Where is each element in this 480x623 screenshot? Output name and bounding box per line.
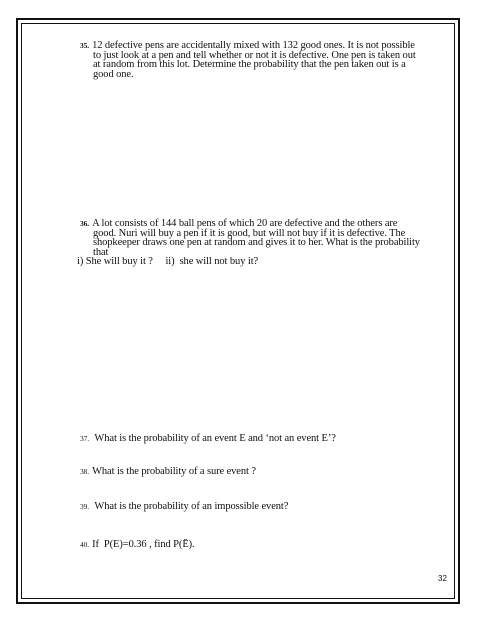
question-sub-parts: i) She will buy it ? ii) she will not buy it? bbox=[77, 256, 259, 267]
question-text: What is the probability of an impossible event? bbox=[94, 501, 289, 512]
page-border-inner bbox=[21, 23, 455, 599]
question-text: What is the probability of a sure event ? bbox=[92, 466, 256, 477]
question-38 bbox=[80, 467, 256, 477]
question-text-line: A lot consists of 144 ball pens of which 20 are defective and the others are bbox=[92, 218, 398, 229]
question-text-line: at random from this lot. Determine the probability that the pen taken out is a bbox=[93, 59, 406, 70]
question-number: 35. bbox=[80, 41, 90, 50]
question-40 bbox=[80, 540, 195, 550]
question-text-line: to just look at a pen and tell whether or not it is defective. One pen is taken out bbox=[93, 49, 416, 61]
question-text-line: good one. bbox=[93, 68, 134, 80]
question-text-line: that bbox=[93, 246, 109, 258]
question-37 bbox=[80, 434, 336, 444]
question-text-line: 12 defective pens are accidentally mixed with 132 good ones. It is not possible bbox=[92, 40, 415, 51]
question-number: 39. bbox=[80, 502, 90, 511]
question-text-line: good. Nuri will buy a pen if it is good, but will not buy if it is defective. The bbox=[93, 227, 406, 239]
question-36 bbox=[77, 218, 420, 267]
question-number: 40. bbox=[80, 540, 90, 549]
question-35 bbox=[80, 41, 416, 79]
question-text-line: shopkeeper draws one pen at random and gives it to her. What is the probability bbox=[93, 237, 420, 248]
question-39 bbox=[80, 502, 288, 512]
question-number: 38. bbox=[80, 467, 90, 476]
question-text: What is the probability of an event E and ‘not an event E’? bbox=[94, 433, 336, 444]
page-number: 32 bbox=[438, 574, 447, 583]
question-number: 37. bbox=[80, 434, 90, 443]
question-number: 36. bbox=[80, 219, 90, 228]
question-text: If P(E)=0.36 , find P(Ē). bbox=[92, 539, 195, 550]
